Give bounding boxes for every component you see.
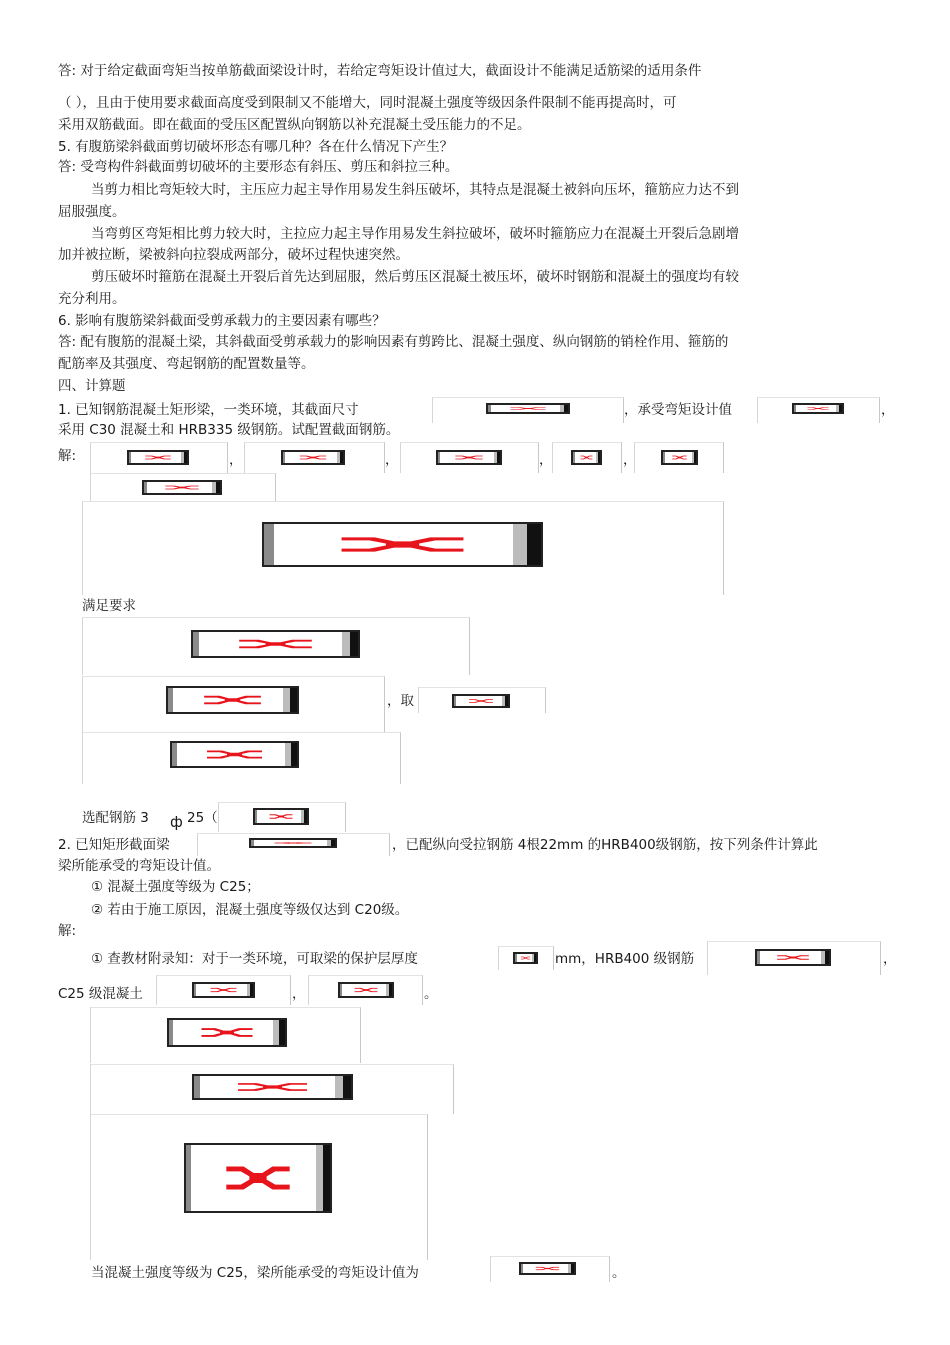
broken-image-icon [142,480,222,495]
broken-image-icon [792,403,844,414]
solution-text: ，取 [387,693,414,709]
broken-image-icon [486,403,570,414]
formula-image [757,397,880,423]
punctuation: ， [883,951,897,967]
solution-text: 25（ [187,810,218,826]
problem-text: 1. 已知钢筋混凝土矩形梁，一类环境，其截面尺寸 [58,402,359,418]
answer-text: 当剪力相比弯矩较大时，主压应力起主导作用易发生斜压破坏，其特点是混凝土被斜向压坏，箍筋应力达不到 [91,182,739,198]
broken-image-icon [262,522,543,567]
answer-text: 采用双筋截面。即在截面的受压区配置纵向钢筋以补充混凝土受压能力的不足。 [58,117,531,133]
broken-image-icon [436,450,502,465]
solution-text: C25 级混凝土 [58,986,143,1002]
answer-text: 答: 对于给定截面弯矩当按单筋截面梁设计时，若给定弯矩设计值过大，截面设计不能满足适筋梁的适用条件 [58,63,702,79]
broken-image-icon [338,982,394,998]
formula-image [218,802,346,832]
answer-text: 当弯剪区弯矩相比剪力较大时，主拉应力起主导作用易发生斜拉破坏，破坏时箍筋应力在混凝土开裂后急剧增 [91,226,739,242]
broken-image-icon [281,450,345,465]
broken-image-icon [661,450,698,465]
formula-image [634,442,724,473]
answer-text: 加并被拉断，梁被斜向拉裂成两部分，破坏过程快速突然。 [58,247,409,263]
answer-text: 充分利用。 [58,291,126,307]
broken-image-icon [184,1143,332,1213]
broken-image-icon [249,838,337,848]
broken-image-icon [192,982,255,998]
solution-text: mm，HRB400 级钢筋 [555,951,695,967]
punctuation: ， [623,452,637,468]
formula-image [90,1064,454,1114]
broken-image-icon [513,952,538,964]
solution-label: 解: [58,448,77,464]
broken-image-icon [191,630,360,658]
answer-text: 屈服强度。 [58,204,126,220]
answer-text: 配筋率及其强度、弯起钢筋的配置数量等。 [58,356,315,372]
punctuation: 。 [424,986,438,1002]
formula-image [552,442,622,473]
formula-image [498,946,554,970]
condition-item: ① 混凝土强度等级为 C25； [91,879,260,895]
formula-image [82,732,401,784]
broken-image-icon [127,450,189,465]
answer-text: 答: 配有腹筋的混凝土梁，其斜截面受剪承载力的影响因素有剪跨比、混凝土强度、纵向钢筋的销栓作用、箍筋的 [58,334,729,350]
question-heading: 6. 影响有腹筋梁斜截面受剪承载力的主要因素有哪些？ [58,313,386,329]
punctuation: ， [385,452,399,468]
formula-image [90,473,276,501]
formula-image [82,501,724,595]
formula-image [400,442,539,473]
broken-image-icon [170,741,299,768]
problem-text: ，承受弯矩设计值 [624,402,732,418]
answer-text: 答: 受弯构件斜截面剪切破坏的主要形态有斜压、剪压和斜拉三种。 [58,159,459,175]
broken-image-icon [167,1018,287,1047]
punctuation: ， [881,402,895,418]
formula-image [90,1007,361,1063]
broken-image-icon [192,1074,353,1100]
problem-text: 2. 已知矩形截面梁 [58,837,170,853]
formula-image [707,941,881,975]
broken-image-icon [519,1262,576,1275]
punctuation: ， [229,452,243,468]
broken-image-icon [253,808,309,825]
formula-image [90,442,228,473]
punctuation: ， [539,452,553,468]
formula-image [197,833,390,856]
formula-image [432,397,624,423]
broken-image-icon [755,949,831,966]
question-heading: 5. 有腹筋梁斜截面剪切破坏形态有哪几种？各在什么情况下产生？ [58,139,454,155]
solution-label: 解: [58,923,77,939]
broken-image-icon [571,450,602,465]
answer-text: （ ），且由于使用要求截面高度受到限制又不能增大，同时混凝土强度等级因条件限制不能再提高时，可 [58,95,677,111]
punctuation: 。 [612,1265,626,1281]
formula-image [308,975,423,1005]
answer-text: 剪压破坏时箍筋在混凝土开裂后首先达到屈服，然后剪压区混凝土被压坏，破坏时钢筋和混凝土的强度均有较 [91,269,739,285]
problem-text: 梁所能承受的弯矩设计值。 [58,858,220,874]
formula-image [418,687,546,713]
condition-item: ② 若由于施工原因，混凝土强度等级仅达到 C20级。 [91,902,409,918]
solution-text: 当混凝土强度等级为 C25，梁所能承受的弯矩设计值为 [91,1265,419,1281]
hrb-steel-symbol: ф [170,813,183,831]
formula-image [82,617,470,675]
formula-image [156,975,291,1005]
formula-image [90,1114,428,1260]
problem-text: 采用 C30 混凝土和 HRB335 级钢筋。试配置截面钢筋。 [58,422,400,438]
broken-image-icon [166,686,299,714]
solution-text: 满足要求 [82,598,136,614]
formula-image [490,1256,610,1282]
broken-image-icon [452,694,510,708]
problem-text: ，已配纵向受拉钢筋 4根22mm 的HRB400级钢筋，按下列条件计算此 [392,837,818,853]
section-heading: 四、计算题 [58,378,126,394]
solution-text: 选配钢筋 3 [82,810,149,826]
formula-image [82,676,385,732]
formula-image [244,442,385,473]
punctuation: ， [292,986,306,1002]
solution-text: ① 查教材附录知：对于一类环境，可取梁的保护层厚度 [91,951,418,967]
